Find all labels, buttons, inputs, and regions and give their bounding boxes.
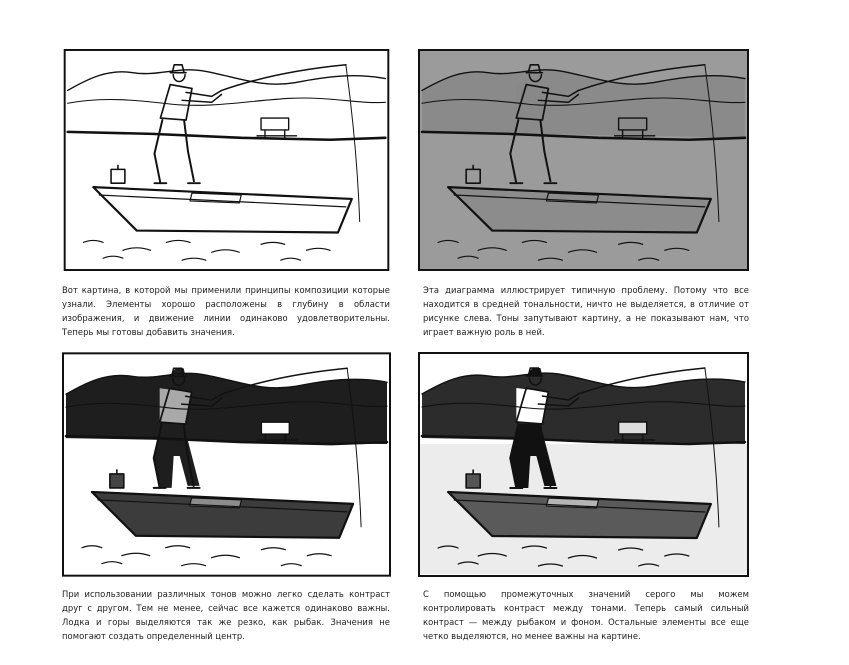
illustration-midtones <box>418 49 749 271</box>
illustration-hard-contrast <box>62 352 391 577</box>
illustration-line-art <box>62 49 391 271</box>
caption-midtones: Эта диаграмма иллюстрирует типичную проблему. Потому что все находится в средней тональности, ничто не выделяется, в отличие от рисунке слева. Тоны запутывают картину, а не показывают нам, что играет важную роль в ней. <box>423 285 749 337</box>
caption-line-art: Вот картина, в которой мы применили принципы композиции которые узнали. Элементы хорошо расположены в глубину в области изображения, и движение линии одинаково удовлетворительны. Теперь мы готовы добавить значения. <box>62 285 390 337</box>
caption-controlled-contrast: С помощью промежуточных значений серого мы можем контролировать контраст между тонами. Теперь самый сильный контраст — между рыбаком и фоном. Остальные элементы все еще четко выделяются, но менее важны на картине. <box>423 589 749 641</box>
caption-hard-contrast: При использовании различных тонов можно легко сделать контраст друг с другом. Тем не менее, сейчас все кажется одинаково важны. Лодка и горы выделяются так же резко, как рыбак. Значения не помогают создать определенный центр. <box>62 589 390 641</box>
illustration-controlled-contrast <box>418 352 749 577</box>
